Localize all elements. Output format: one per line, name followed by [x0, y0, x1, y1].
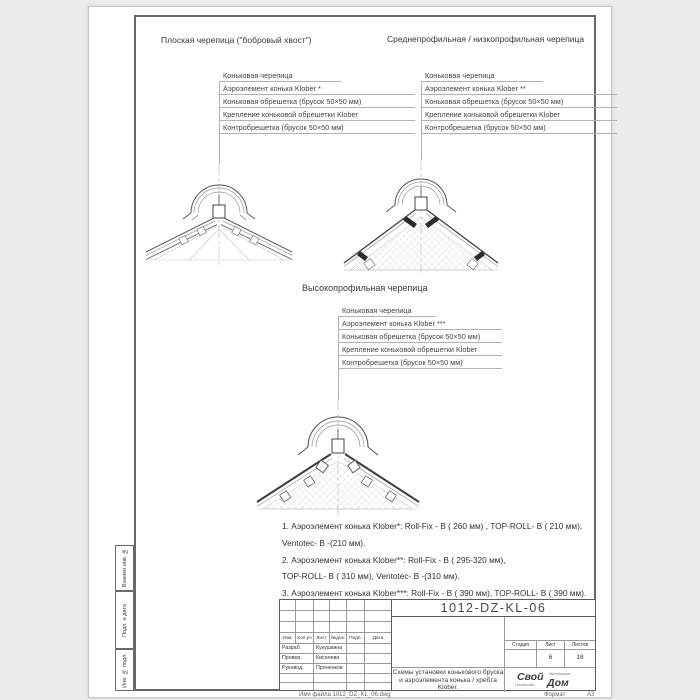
stage-header: Стадия — [505, 641, 537, 650]
signature-rows — [280, 644, 391, 690]
person-name: Киселева — [314, 654, 347, 663]
col-header: Лист — [314, 633, 330, 644]
callout-label: Аэроэлемент конька Klober * — [219, 82, 415, 95]
stamp-vzamen-inv — [115, 545, 134, 591]
sheets-header: Листов — [565, 641, 595, 650]
ridge-diagram-medium-profile — [334, 159, 509, 274]
title-block-change-table — [280, 600, 392, 690]
person-name: Проненков — [314, 664, 347, 673]
note-line: 1. Аэроэлемент конька Klober*: Roll-Fix - B ( 260 мм) , TOP-ROLL- B ( 210 мм), — [282, 521, 583, 531]
stamp-podp-data — [115, 591, 134, 649]
title-block — [279, 599, 596, 691]
callout-list-flat-tile — [219, 69, 415, 134]
date-cell — [365, 683, 391, 691]
logo-small-proektnaya: Проектная — [515, 683, 535, 687]
note-line: 2. Аэроэлемент конька Klober**: Roll-Fix - B ( 295-320 мм), — [282, 554, 506, 565]
title-block-right — [392, 600, 595, 690]
stamp-label: Взамен инв. № — [121, 548, 128, 588]
section-title-flat-tile: Плоская черепица ("бобровый хвост") — [161, 35, 312, 45]
note-line: Ventotec- B -(210 мм). — [282, 537, 366, 548]
logo-small-masterskaya: Мастерская — [549, 672, 571, 676]
sheet-value: 6 — [537, 650, 565, 667]
callout-label: Крепление коньковой обрешетки Klober — [338, 343, 502, 356]
callout-list-medium-profile — [421, 69, 617, 134]
company-logo — [505, 667, 595, 692]
note-line: TOP-ROLL- B ( 310 мм), Ventotec- B -(310 мм). — [282, 571, 460, 582]
callout-label: Контробрешетка (брусок 50×50 мм) — [219, 121, 415, 134]
signature-row — [280, 664, 391, 674]
callout-label: Коньковая обрешетка (брусок 50×50 мм) — [219, 95, 415, 108]
col-header: Кол.уч — [296, 633, 314, 644]
callout-label: Крепление коньковой обрешетки Klober — [219, 108, 415, 121]
callout-label: Аэроэлемент конька Klober *** — [338, 317, 502, 330]
col-header: №док. — [330, 633, 347, 644]
signature-cell — [347, 644, 365, 653]
role-label: Разраб. — [280, 644, 314, 653]
note-line: 3. Аэроэлемент конька Klober***: Roll-Fix - B ( 390 мм), TOP-ROLL- B ( 390 мм). — [282, 588, 587, 599]
col-header: Изм. — [280, 633, 296, 644]
ridge-diagram-flat-tile — [134, 163, 304, 268]
callout-label: Контробрешетка (брусок 50×50 мм) — [421, 121, 617, 134]
stamp-label: Инв. № подл. — [121, 652, 128, 688]
section-title-medium-profile: Среднепрофильная / низкопрофильная черепица — [387, 34, 585, 44]
col-header: Дата — [365, 633, 391, 644]
callout-label: Аэроэлемент конька Klober ** — [421, 82, 617, 95]
callout-label: Коньковая обрешетка (брусок 50×50 мм) — [421, 95, 617, 108]
section-title-high-profile: Высокопрофильная черепица — [302, 283, 428, 293]
col-header: Подп. — [347, 633, 365, 644]
person-name: Кукушкина — [314, 644, 347, 653]
role-label: Руковод. — [280, 664, 314, 673]
document-number: 1012-DZ-KL-06 — [392, 600, 595, 617]
callout-list-high-profile — [338, 304, 502, 369]
date-cell — [365, 644, 391, 653]
date-cell — [365, 664, 391, 673]
callout-label: Коньковая обрешетка (брусок 50×50 мм) — [338, 330, 502, 343]
role-label — [280, 683, 314, 691]
sheet-header: Лист — [537, 641, 565, 650]
role-label: Провер. — [280, 654, 314, 663]
signature-cell — [347, 674, 365, 682]
stage-value — [505, 650, 537, 667]
logo-word-svoy: Свой — [517, 671, 544, 683]
person-name — [314, 674, 347, 682]
sheets-value: 18 — [576, 654, 584, 661]
role-label — [280, 674, 314, 682]
drawing-title: Схемы установки конькового бруска и аэроэлемента конька / хребта Klober. — [392, 669, 504, 692]
date-cell — [365, 674, 391, 682]
stamp-label: Подп. и дата — [121, 603, 128, 637]
format-label: Формат — [544, 692, 566, 698]
format-value: А3 — [587, 692, 595, 698]
leader-line — [219, 82, 220, 164]
file-name-label: Имя файла 1012_DZ_KL_06.dwg — [299, 692, 391, 698]
stage-grid — [505, 640, 595, 667]
leader-line — [421, 82, 422, 160]
object-name-cell — [392, 617, 505, 692]
callout-label: Коньковая черепица — [338, 304, 436, 317]
leader-line — [338, 317, 339, 400]
notes-block — [282, 518, 586, 602]
signature-cell — [347, 664, 365, 673]
callout-label: Коньковая черепица — [421, 69, 543, 82]
signature-row — [280, 674, 391, 683]
signature-row — [280, 644, 391, 654]
callout-label: Контробрешетка (брусок 50×50 мм) — [338, 356, 502, 369]
date-cell — [365, 654, 391, 663]
stage-sheet-cell — [505, 617, 595, 692]
drawing-sheet — [88, 6, 612, 698]
signature-cell — [347, 683, 365, 691]
callout-label: Крепление коньковой обрешетки Klober — [421, 108, 617, 121]
change-record-grid — [280, 600, 391, 633]
signature-cell — [347, 654, 365, 663]
title-block-body — [392, 617, 595, 692]
signature-row — [280, 683, 391, 691]
logo-word-dom: Дом — [547, 677, 569, 689]
ridge-diagram-high-profile — [243, 399, 433, 519]
callout-label: Коньковая черепица — [219, 69, 341, 82]
person-name — [314, 683, 347, 691]
change-table-header — [280, 633, 391, 644]
stamp-inv-podl — [115, 649, 134, 691]
signature-row — [280, 654, 391, 664]
